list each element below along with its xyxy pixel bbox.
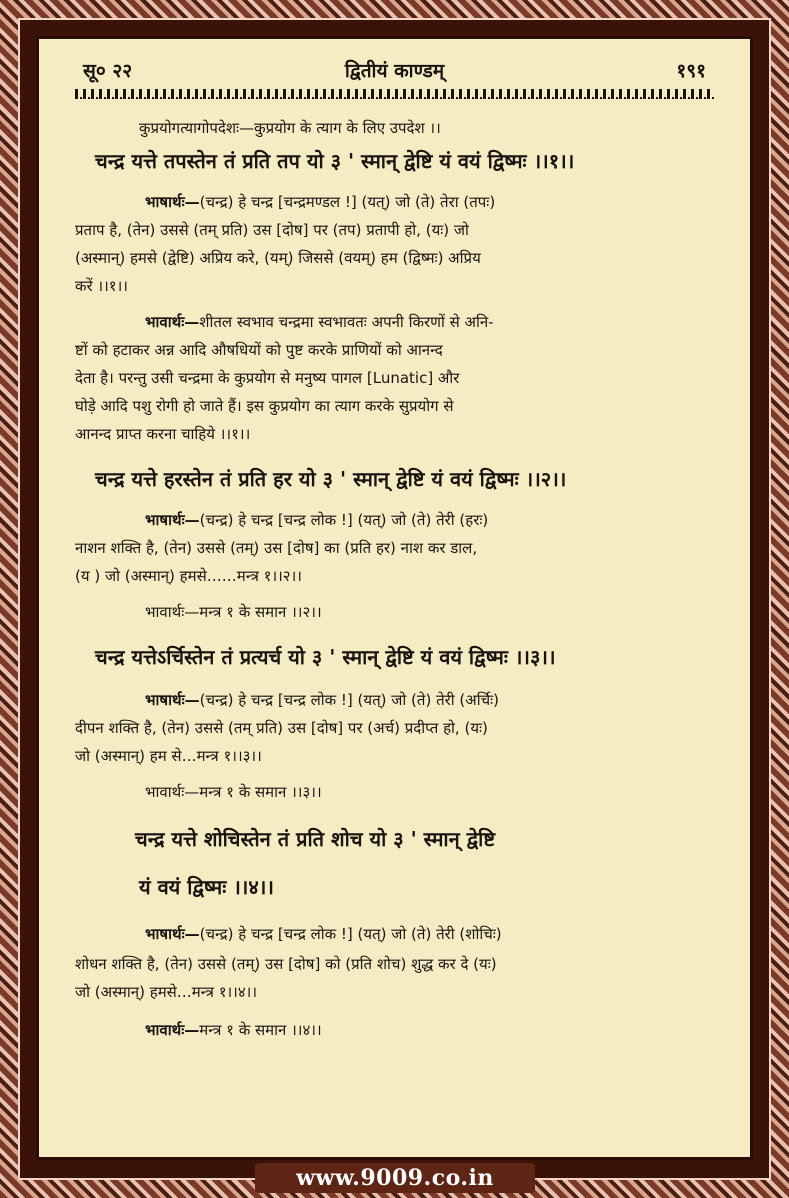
bhashartha-3-line-3: जो (अस्मान्) हम से…मन्त्र १।।३।। [75, 747, 262, 765]
bhavartha-1-line-2: ष्टों को हटाकर अन्न आदि औषधियों को पुष्ट करके प्राणियों को आनन्द [75, 341, 443, 359]
bhavartha-label: भावार्थः— [145, 603, 200, 621]
bhavartha-label: भावार्थः— [145, 1021, 200, 1039]
page-number: १९१ [676, 60, 706, 82]
bhashartha-4-line-1 [75, 923, 720, 945]
bhavartha-2 [75, 601, 720, 623]
bhashartha-3-line-2: दीपन शक्ति है, (तेन) उससे (तम् प्रति) उस [दोष] पर (अर्च) प्रदीप्त हो, (यः) [75, 719, 488, 737]
bhashartha-1-line-3: (अस्मान्) हमसे (द्वेष्टि) अप्रिय करे, (यम्) जिससे (वयम्) हम (द्विष्मः) अप्रिय [75, 249, 481, 267]
bhashartha-4-line-2: शोधन शक्ति है, (तेन) उससे (तम्) उस [दोष] को (प्रति शोच) शुद्ध कर दे (यः) [75, 955, 497, 973]
page-header [39, 53, 750, 83]
bhavartha-label: भावार्थः— [145, 313, 200, 331]
mantra-4-line-2: यं वयं द्विष्मः ।।४।। [139, 875, 274, 899]
bhavartha-1-line-4: घोड़े आदि पशु रोगी हो जाते हैं। इस कुप्रयोग का त्याग करके सुप्रयोग से [75, 397, 454, 415]
text: (चन्द्र) हे चन्द्र [चन्द्र लोक !] (यत्) जो (ते) तेरी (शोचिः) [199, 925, 502, 943]
intro-line: कुप्रयोगत्यागोपदेशः—कुप्रयोग के त्याग के लिए उपदेश ।। [139, 119, 441, 137]
sutra-number: सू० २२ [83, 60, 133, 82]
bhashartha-4-line-3: जो (अस्मान्) हमसे…मन्त्र १।।४।। [75, 983, 258, 1001]
bhashartha-label: भाषार्थः— [145, 925, 200, 943]
mantra-2: चन्द्र यत्ते हरस्तेन तं प्रति हर यो ३ ' स्मान् द्वेष्टि यं वयं द्विष्मः ।।२।। [95, 467, 567, 491]
website-url[interactable]: www.9009.co.in [296, 1165, 494, 1191]
mantra-1: चन्द्र यत्ते तपस्तेन तं प्रति तप यो ३ ' स्मान् द्वेष्टि यं वयं द्विष्मः ।।१।। [95, 149, 575, 173]
bhashartha-label: भाषार्थः— [145, 691, 200, 709]
bhavartha-1-line-5: आनन्द प्राप्त करना चाहिये ।।१।। [75, 425, 251, 443]
bhavartha-3 [75, 781, 720, 803]
text: मन्त्र १ के समान ।।३।। [199, 783, 322, 801]
text: मन्त्र १ के समान ।।२।। [199, 603, 322, 621]
chapter-title: द्वितीयं काण्डम् [344, 60, 445, 82]
ornamental-rule [75, 89, 714, 99]
bhavartha-label: भावार्थः— [145, 783, 200, 801]
bhashartha-2-line-3: (य ) जो (अस्मान्) हमसे……मन्त्र १।।२।। [75, 567, 302, 585]
book-page [36, 36, 753, 1160]
text: शीतल स्वभाव चन्द्रमा स्वभावतः अपनी किरणों से अनि- [199, 313, 494, 331]
mantra-3: चन्द्र यत्तेऽर्चिस्तेन तं प्रत्यर्च यो ३ ' स्मान् द्वेष्टि यं वयं द्विष्मः ।।३।। [95, 645, 556, 669]
bhashartha-2-line-2: नाशन शक्ति है, (तेन) उससे (तम्) उस [दोष] का (प्रति हर) नाश कर डाल, [75, 539, 478, 557]
bhashartha-1-line-2: प्रताप है, (तेन) उससे (तम् प्रति) उस [दोष] पर (तप) प्रतापी हो, (यः) जो [75, 221, 469, 239]
bhashartha-1-line-4: करें ।।१।। [75, 277, 128, 295]
bhavartha-1-line-3: देता है। परन्तु उसी चन्द्रमा के कुप्रयोग से मनुष्य पागल [Lunatic] और [75, 369, 460, 387]
text: (चन्द्र) हे चन्द्र [चन्द्र लोक !] (यत्) जो (ते) तेरी (अर्चिः) [199, 691, 500, 709]
bhashartha-1-line-1 [75, 191, 720, 213]
text: (चन्द्र) हे चन्द्र [चन्द्रमण्डल !] (यत्) जो (ते) तेरा (तपः) [199, 193, 496, 211]
bhashartha-label: भाषार्थः— [145, 511, 200, 529]
bhashartha-2-line-1 [75, 509, 720, 531]
mantra-4-line-1: चन्द्र यत्ते शोचिस्तेन तं प्रति शोच यो ३ ' स्मान् द्वेष्टि [135, 827, 496, 851]
bhashartha-3-line-1 [75, 689, 720, 711]
bhavartha-4 [75, 1019, 720, 1041]
bhashartha-label: भाषार्थः— [145, 193, 200, 211]
text: मन्त्र १ के समान ।।४।। [199, 1021, 322, 1039]
text: (चन्द्र) हे चन्द्र [चन्द्र लोक !] (यत्) जो (ते) तेरी (हरः) [199, 511, 489, 529]
bhavartha-1-line-1 [75, 311, 720, 333]
